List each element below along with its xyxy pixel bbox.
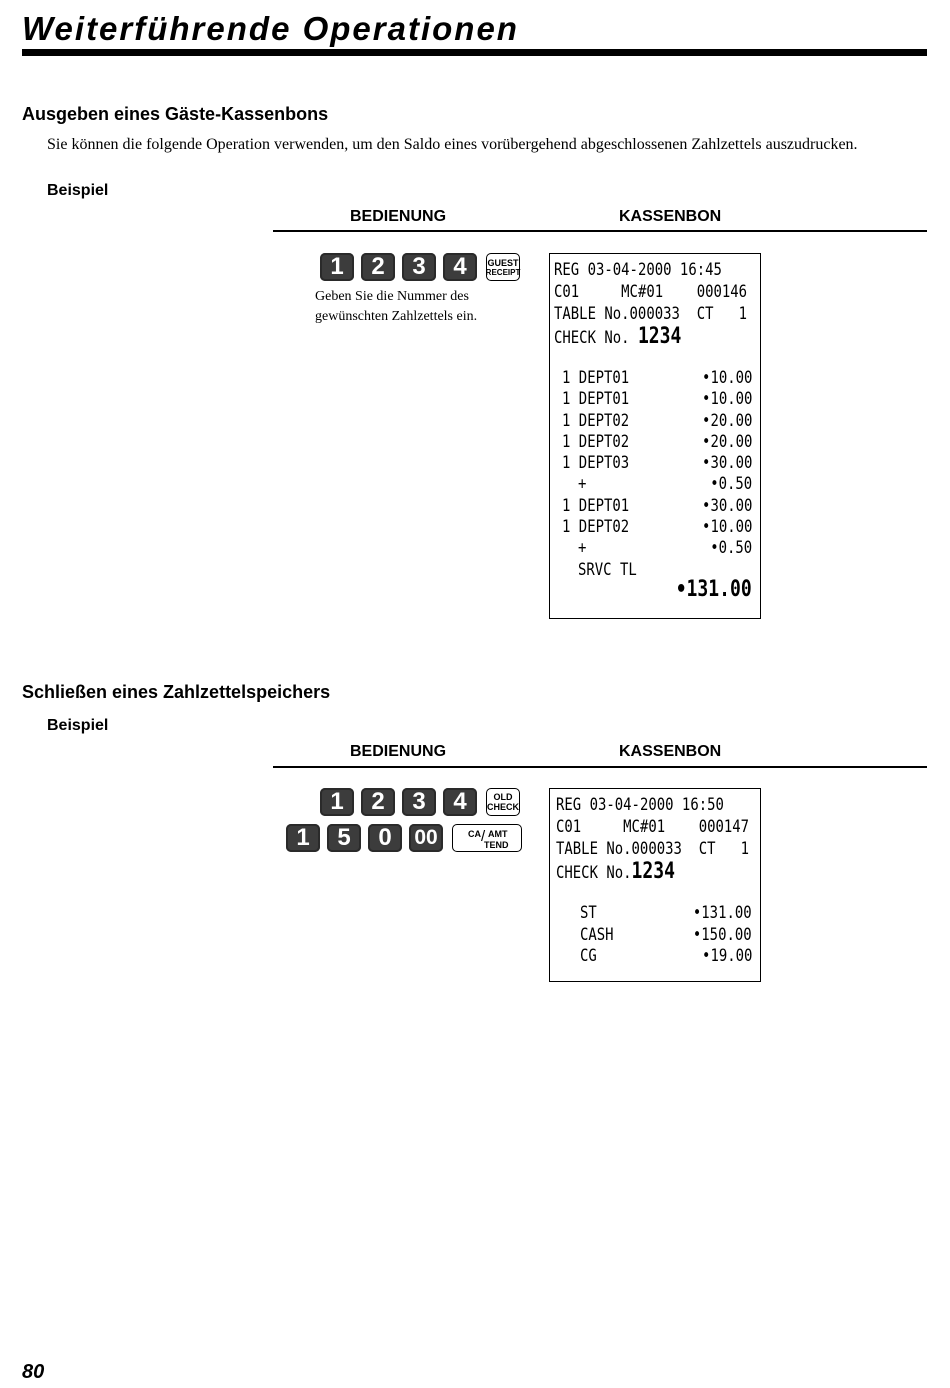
receipt1-item-name: 1 DEPT03 bbox=[562, 453, 630, 473]
title-rule bbox=[22, 49, 927, 56]
section1-example-label: Beispiel bbox=[47, 182, 109, 199]
page-number: 80 bbox=[22, 1361, 45, 1383]
section2-column-rule bbox=[273, 766, 927, 768]
section1-receipt bbox=[549, 253, 761, 619]
old-check-key-line2: CHECK bbox=[487, 802, 520, 812]
key-2: 2 bbox=[361, 788, 395, 816]
receipt2-item-amount: •131.00 bbox=[693, 903, 752, 923]
receipt2-item-name: CG bbox=[580, 946, 597, 966]
section2-col-operation: BEDIENUNG bbox=[350, 743, 447, 760]
receipt1-check-number: 1234 bbox=[637, 324, 682, 349]
old-check-key bbox=[486, 788, 520, 816]
key-00: 00 bbox=[409, 824, 443, 852]
section1-col-receipt: KASSENBON bbox=[619, 208, 722, 225]
receipt2-item-amount: •150.00 bbox=[693, 925, 752, 945]
key-1: 1 bbox=[320, 253, 354, 281]
section1-note: Geben Sie die Nummer des gewünschten Zahlzettels ein. bbox=[315, 289, 478, 324]
receipt1-item-amount: •10.00 bbox=[701, 368, 752, 388]
receipt1-item-amount: •0.50 bbox=[710, 474, 752, 494]
receipt1-service-total-amount: •131.00 bbox=[675, 577, 752, 602]
old-check-key-line1: OLD bbox=[493, 792, 513, 802]
section2-heading: Schließen eines Zahlzettelspeichers bbox=[22, 682, 331, 702]
ca-amt-tend-key bbox=[452, 824, 522, 852]
section1-description: Sie können die folgende Operation verwenden, um den Saldo eines vorübergehend abgeschlossenen Zahlzettels auszudrucken. bbox=[47, 136, 858, 153]
receipt1-item-amount: •10.00 bbox=[701, 389, 752, 409]
receipt1-line2: C01 MC#01 000146 bbox=[554, 282, 748, 302]
receipt1-check-line: CHECK No. 1234 bbox=[554, 324, 682, 349]
key-1: 1 bbox=[320, 788, 354, 816]
tender-key-ca: CA bbox=[468, 829, 481, 839]
receipt1-item-name: + bbox=[578, 474, 587, 494]
receipt1-line1: REG 03-04-2000 16:45 bbox=[554, 260, 722, 280]
receipt1-item-name: 1 DEPT02 bbox=[562, 411, 630, 431]
section1-col-operation: BEDIENUNG bbox=[350, 208, 447, 225]
receipt1-item-amount: •20.00 bbox=[701, 411, 752, 431]
receipt2-item-name: CASH bbox=[580, 925, 614, 945]
guest-receipt-key-line2: RECEIPT bbox=[485, 267, 521, 277]
receipt1-item-name: + bbox=[578, 538, 587, 558]
guest-receipt-key bbox=[486, 253, 520, 281]
section2-example-label: Beispiel bbox=[47, 717, 109, 734]
receipt2-item-amount: •19.00 bbox=[701, 946, 752, 966]
receipt1-item-amount: •30.00 bbox=[701, 453, 752, 473]
receipt2-line2: C01 MC#01 000147 bbox=[556, 817, 750, 837]
receipt1-line3: TABLE No.000033 CT 1 bbox=[554, 304, 748, 324]
receipt1-item-name: 1 DEPT02 bbox=[562, 432, 630, 452]
receipt2-item-name: ST bbox=[580, 903, 597, 923]
receipt1-service-total-label: SRVC TL bbox=[578, 560, 637, 580]
key-3: 3 bbox=[402, 253, 436, 281]
key-5: 5 bbox=[327, 824, 361, 852]
receipt1-item-amount: •10.00 bbox=[701, 517, 752, 537]
tender-key-tend: TEND bbox=[484, 840, 509, 850]
section2-receipt bbox=[549, 788, 761, 982]
receipt1-item-amount: •30.00 bbox=[701, 496, 752, 516]
key-4: 4 bbox=[443, 788, 477, 816]
receipt1-item-amount: •20.00 bbox=[701, 432, 752, 452]
receipt1-item-name: 1 DEPT01 bbox=[562, 496, 630, 516]
guest-receipt-key-line1: GUEST bbox=[487, 257, 519, 268]
receipt2-line1: REG 03-04-2000 16:50 bbox=[556, 795, 724, 815]
key-4: 4 bbox=[443, 253, 477, 281]
section1-column-rule bbox=[273, 230, 927, 232]
receipt1-item-name: 1 DEPT01 bbox=[562, 389, 630, 409]
receipt1-item-amount: •0.50 bbox=[710, 538, 752, 558]
key-2: 2 bbox=[361, 253, 395, 281]
receipt2-check-number: 1234 bbox=[631, 859, 675, 884]
key-0: 0 bbox=[368, 824, 402, 852]
key-1: 1 bbox=[286, 824, 320, 852]
tender-key-amt: AMT bbox=[488, 829, 508, 839]
tender-key-slash: / bbox=[481, 828, 486, 845]
key-3: 3 bbox=[402, 788, 436, 816]
section1-heading: Ausgeben eines Gäste-Kassenbons bbox=[22, 104, 329, 124]
receipt1-item-name: 1 DEPT01 bbox=[562, 368, 630, 388]
receipt2-line3: TABLE No.000033 CT 1 bbox=[556, 839, 750, 859]
receipt1-item-name: 1 DEPT02 bbox=[562, 517, 630, 537]
section2-col-receipt: KASSENBON bbox=[619, 743, 722, 760]
page-title: Weiterführende Operationen bbox=[22, 10, 519, 47]
receipt2-check-line: CHECK No.1234 bbox=[556, 859, 675, 884]
